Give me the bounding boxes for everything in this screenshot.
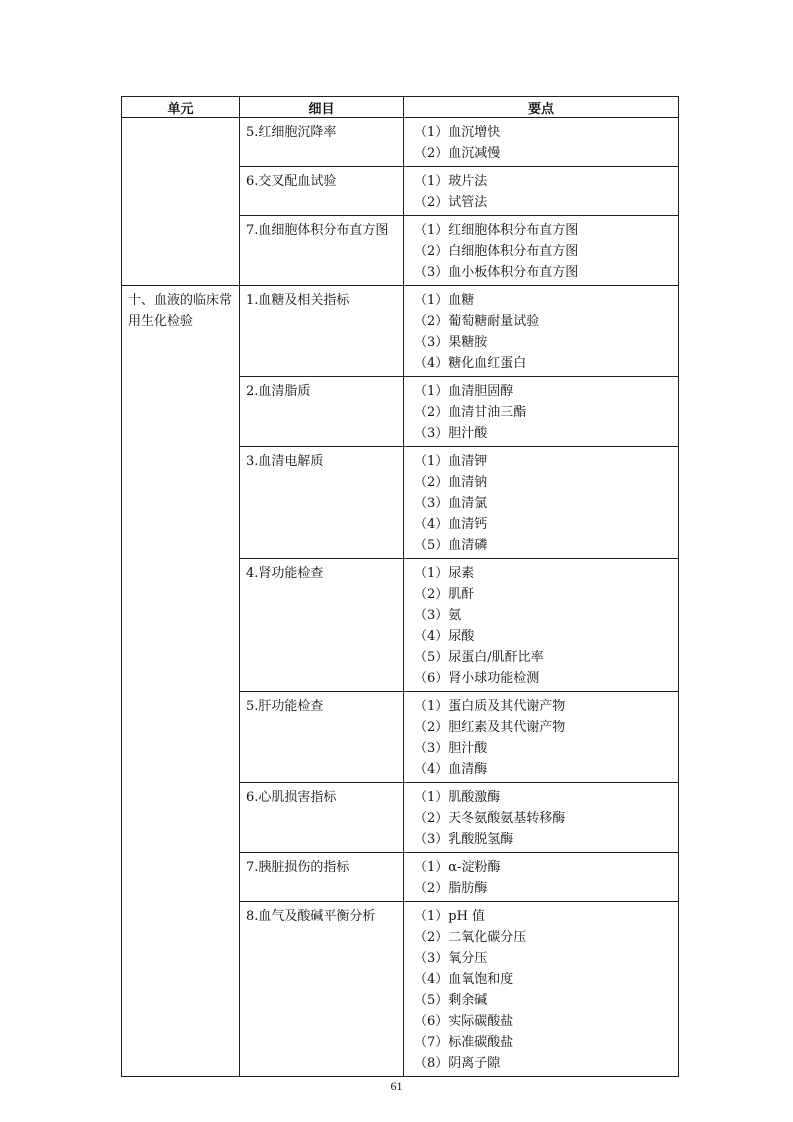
unit-title (122, 118, 239, 124)
table-row (122, 286, 679, 377)
points-cell (404, 216, 679, 286)
points-cell (404, 853, 679, 902)
point-item: （2）天冬氨酸氨基转移酶 (414, 811, 566, 826)
point-item: （1）血糖 (414, 293, 475, 308)
header-unit: 单元 (122, 97, 240, 118)
points-cell (404, 559, 679, 692)
point-item: （2）白细胞体积分布直方图 (414, 244, 579, 259)
unit-cell (122, 286, 240, 1077)
point-item: （2）试管法 (414, 195, 488, 210)
point-item: （2）血清钠 (414, 475, 488, 490)
points-cell (404, 692, 679, 783)
item-label: 4.肾功能检查 (246, 566, 324, 581)
point-item: （8）阴离子隙 (414, 1056, 501, 1071)
point-item: （2）血沉减慢 (414, 146, 501, 161)
points-list (404, 902, 678, 1076)
points-list (404, 377, 678, 446)
item-cell (240, 559, 404, 692)
point-item: （1）血清钾 (414, 454, 488, 469)
point-item: （3）血小板体积分布直方图 (414, 265, 579, 280)
point-item: （1）血清胆固醇 (414, 384, 514, 399)
point-item: （3）胆汁酸 (414, 426, 488, 441)
point-item: （2）胆红素及其代谢产物 (414, 720, 566, 735)
item-cell (240, 447, 404, 559)
point-item: （1）肌酸激酶 (414, 790, 501, 805)
points-cell (404, 286, 679, 377)
point-item: （2）肌酐 (414, 587, 475, 602)
unit-cell (122, 118, 240, 286)
points-list (404, 118, 678, 166)
points-list (404, 167, 678, 215)
item-label: 5.肝功能检查 (246, 699, 324, 714)
unit-title: 十、血液的临床常用生化检验 (128, 293, 233, 329)
item-cell (240, 853, 404, 902)
item-label: 7.血细胞体积分布直方图 (246, 223, 389, 238)
point-item: （1）pH 值 (414, 909, 486, 924)
item-label: 6.交叉配血试验 (246, 174, 337, 189)
point-item: （3）胆汁酸 (414, 741, 488, 756)
syllabus-table (121, 96, 679, 1077)
point-item: （2）血清甘油三酯 (414, 405, 527, 420)
point-item: （2）二氧化碳分压 (414, 930, 527, 945)
point-item: （3）氧分压 (414, 951, 488, 966)
table-header-row (122, 97, 679, 118)
points-list (404, 286, 678, 376)
point-item: （7）标准碳酸盐 (414, 1035, 514, 1050)
header-points: 要点 (404, 97, 679, 118)
header-item: 细目 (240, 97, 404, 118)
points-cell (404, 902, 679, 1077)
points-cell (404, 167, 679, 216)
item-cell (240, 377, 404, 447)
points-list (404, 692, 678, 782)
point-item: （1）蛋白质及其代谢产物 (414, 699, 566, 714)
item-cell (240, 692, 404, 783)
point-item: （5）剩余碱 (414, 993, 488, 1008)
table-row (122, 118, 679, 167)
point-item: （5）尿蛋白/肌酐比率 (414, 650, 544, 665)
point-item: （5）血清磷 (414, 538, 488, 553)
point-item: （4）尿酸 (414, 629, 475, 644)
item-label: 5.红细胞沉降率 (246, 125, 337, 140)
item-cell (240, 902, 404, 1077)
point-item: （1）血沉增快 (414, 125, 501, 140)
item-cell (240, 216, 404, 286)
points-cell (404, 447, 679, 559)
point-item: （1）玻片法 (414, 174, 488, 189)
point-item: （4）血清酶 (414, 762, 488, 777)
point-item: （3）氨 (414, 608, 462, 623)
page-number: 61 (390, 1079, 403, 1093)
points-list (404, 216, 678, 285)
table-body (122, 118, 679, 1077)
item-cell (240, 286, 404, 377)
points-list (404, 447, 678, 558)
point-item: （3）血清氯 (414, 496, 488, 511)
item-cell (240, 118, 404, 167)
item-label: 8.血气及酸碱平衡分析 (246, 909, 376, 924)
point-item: （4）血氧饱和度 (414, 972, 514, 987)
item-label: 3.血清电解质 (246, 454, 324, 469)
point-item: （6）实际碳酸盐 (414, 1014, 514, 1029)
point-item: （6）肾小球功能检测 (414, 671, 540, 686)
points-cell (404, 783, 679, 853)
point-item: （3）乳酸脱氢酶 (414, 832, 514, 847)
item-cell (240, 167, 404, 216)
item-label: 6.心肌损害指标 (246, 790, 337, 805)
points-list (404, 559, 678, 691)
item-label: 2.血清脂质 (246, 384, 311, 399)
item-label: 7.胰脏损伤的指标 (246, 860, 350, 875)
point-item: （1）尿素 (414, 566, 475, 581)
point-item: （3）果糖胺 (414, 335, 488, 350)
point-item: （2）脂肪酶 (414, 881, 488, 896)
points-list (404, 783, 678, 852)
point-item: （4）糖化血红蛋白 (414, 356, 527, 371)
points-cell (404, 377, 679, 447)
item-cell (240, 783, 404, 853)
points-cell (404, 118, 679, 167)
point-item: （4）血清钙 (414, 517, 488, 532)
point-item: （1）α-淀粉酶 (414, 860, 501, 875)
point-item: （2）葡萄糖耐量试验 (414, 314, 540, 329)
points-list (404, 853, 678, 901)
item-label: 1.血糖及相关指标 (246, 293, 350, 308)
point-item: （1）红细胞体积分布直方图 (414, 223, 579, 238)
